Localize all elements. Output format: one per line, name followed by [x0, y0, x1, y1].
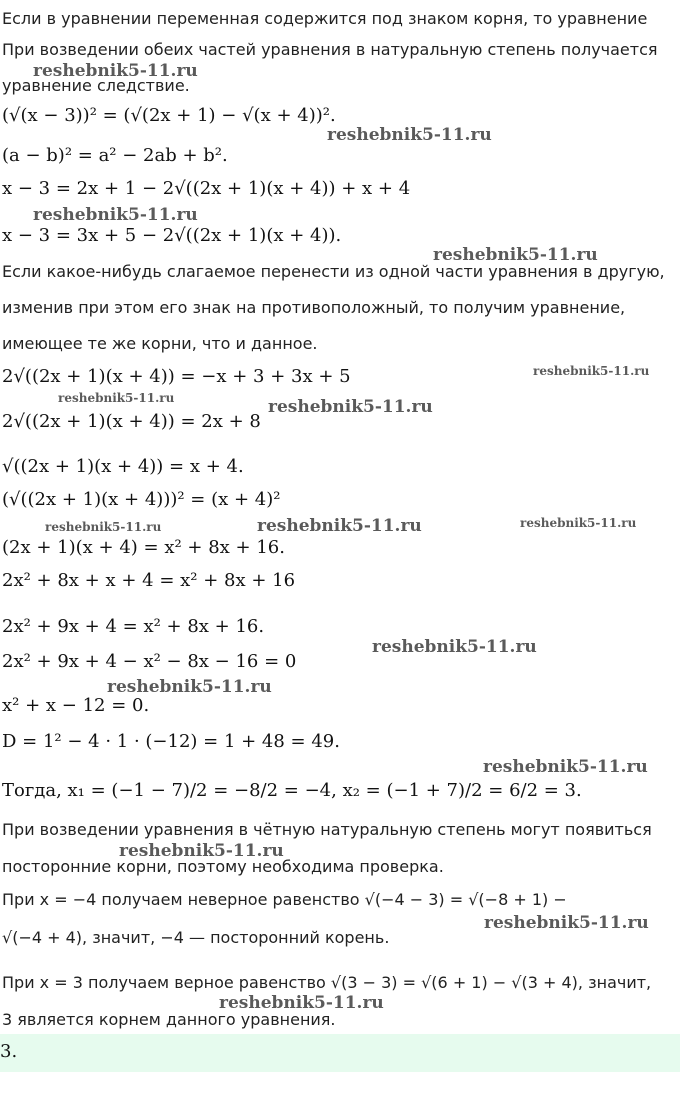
- text-line-1: Если в уравнении переменная содержится под знаком корня, то уравнение: [2, 9, 648, 28]
- math-line-14: D = 1² − 4 · 1 · (−12) = 1 + 48 = 49.: [2, 731, 340, 752]
- math-line-7: √((2x + 1)(x + 4)) = x + 4.: [2, 456, 244, 477]
- watermark: reshebnik5-11.ru: [327, 125, 492, 145]
- watermark: reshebnik5-11.ru: [45, 520, 162, 534]
- watermark: reshebnik5-11.ru: [33, 205, 198, 225]
- math-line-12: 2x² + 9x + 4 − x² − 8x − 16 = 0: [2, 651, 297, 672]
- watermark: reshebnik5-11.ru: [58, 391, 175, 405]
- text-line-11: При x = 3 получаем верное равенство √(3 − 3) = √(6 + 1) − √(3 + 4), значит,: [2, 973, 652, 992]
- watermark: reshebnik5-11.ru: [372, 637, 537, 657]
- answer-value: 3.: [0, 1041, 18, 1062]
- text-line-8: посторонние корни, поэтому необходима проверка.: [2, 857, 444, 876]
- watermark: reshebnik5-11.ru: [107, 677, 272, 697]
- math-line-6: 2√((2x + 1)(x + 4)) = 2x + 8: [2, 411, 261, 432]
- text-line-9: При x = −4 получаем неверное равенство √(−4 − 3) = √(−8 + 1) −: [2, 890, 567, 909]
- text-line-12: 3 является корнем данного уравнения.: [2, 1010, 336, 1029]
- math-line-1: (√(x − 3))² = (√(2x + 1) − √(x + 4))².: [2, 105, 336, 126]
- math-line-4: x − 3 = 3x + 5 − 2√((2x + 1)(x + 4)).: [2, 225, 342, 246]
- math-line-2: (a − b)² = a² − 2ab + b².: [2, 145, 228, 166]
- watermark: reshebnik5-11.ru: [219, 993, 384, 1013]
- text-line-3: уравнение следствие.: [2, 76, 190, 95]
- watermark: reshebnik5-11.ru: [119, 841, 284, 861]
- math-line-9: (2x + 1)(x + 4) = x² + 8x + 16.: [2, 537, 285, 558]
- math-line-11: 2x² + 9x + 4 = x² + 8x + 16.: [2, 616, 265, 637]
- text-line-6: имеющее те же корни, что и данное.: [2, 334, 318, 353]
- math-line-3: x − 3 = 2x + 1 − 2√((2x + 1)(x + 4)) + x + 4: [2, 178, 411, 199]
- watermark: reshebnik5-11.ru: [483, 757, 648, 777]
- math-line-5: 2√((2x + 1)(x + 4)) = −x + 3 + 3x + 5: [2, 366, 351, 387]
- watermark: reshebnik5-11.ru: [520, 516, 637, 530]
- text-line-10: √(−4 + 4), значит, −4 — посторонний корень.: [2, 928, 390, 947]
- math-line-13: x² + x − 12 = 0.: [2, 695, 150, 716]
- math-line-8: (√((2x + 1)(x + 4)))² = (x + 4)²: [2, 489, 281, 510]
- watermark: reshebnik5-11.ru: [33, 61, 198, 81]
- watermark: reshebnik5-11.ru: [257, 516, 422, 536]
- text-line-2: При возведении обеих частей уравнения в натуральную степень получается: [2, 40, 658, 59]
- text-line-5: изменив при этом его знак на противоположный, то получим уравнение,: [2, 298, 626, 317]
- text-line-4: Если какое-нибудь слагаемое перенести из одной части уравнения в другую,: [2, 262, 665, 281]
- math-line-10: 2x² + 8x + x + 4 = x² + 8x + 16: [2, 570, 296, 591]
- answer-box: [0, 1034, 680, 1072]
- watermark: reshebnik5-11.ru: [484, 913, 649, 933]
- math-line-15: Тогда, x₁ = (−1 − 7)/2 = −8/2 = −4, x₂ = (−1 + 7)/2 = 6/2 = 3.: [2, 780, 582, 801]
- text-line-7: При возведении уравнения в чётную натуральную степень могут появиться: [2, 820, 652, 839]
- watermark: reshebnik5-11.ru: [268, 397, 433, 417]
- watermark: reshebnik5-11.ru: [533, 364, 650, 378]
- watermark: reshebnik5-11.ru: [433, 245, 598, 265]
